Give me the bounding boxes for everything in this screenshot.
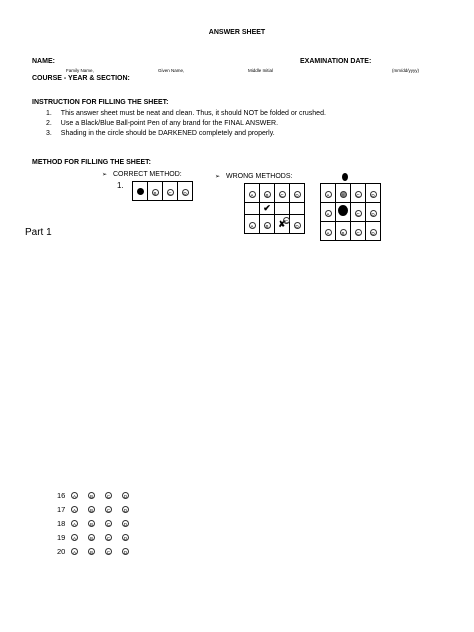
bubble-a: A (326, 193, 330, 198)
correct-method-text: CORRECT METHOD: (112, 171, 182, 178)
choice-a[interactable]: A (72, 536, 76, 541)
page-title: ANSWER SHEET (208, 29, 266, 36)
question-number: 19 (57, 533, 66, 542)
choice-c[interactable]: C (106, 508, 111, 513)
choice-d[interactable]: D (123, 536, 128, 541)
question-row-19 (57, 533, 139, 542)
choice-b[interactable]: B (89, 536, 93, 541)
name-label: NAME: (32, 58, 55, 65)
date-format-caption: (mm/dd/yyyy) (392, 68, 419, 73)
example-number: 1. (117, 181, 124, 190)
smudged-bubble: B (341, 193, 345, 198)
bubble-a: A (250, 193, 254, 198)
instruction-text: This answer sheet must be neat and clean. Thus, it should NOT be folded or crushed. (60, 110, 326, 117)
choice-b[interactable]: B (89, 494, 93, 499)
choice-c[interactable]: C (106, 536, 111, 541)
choice-b[interactable]: B (89, 508, 93, 513)
bubble-d: D (371, 231, 375, 236)
choice-d[interactable]: D (123, 550, 128, 555)
choice-d[interactable]: D (123, 522, 128, 527)
question-number: 20 (57, 547, 66, 556)
bubble-b: B (341, 231, 345, 236)
question-row-17 (57, 505, 139, 514)
bubble-c: C (356, 231, 360, 236)
choice-d[interactable]: D (123, 508, 128, 513)
choice-a[interactable]: A (72, 522, 76, 527)
bubble-a: A (326, 212, 330, 217)
choice-a[interactable]: A (72, 508, 76, 513)
bubble-c: C (356, 212, 360, 217)
question-row-16 (57, 491, 139, 500)
filled-bubble (137, 188, 144, 195)
question-number: 17 (57, 505, 66, 514)
overfilled-bubble (338, 205, 348, 216)
instruction-item-3 (46, 130, 275, 137)
exam-date-label: EXAMINATION DATE: (300, 58, 372, 65)
question-row-20 (57, 547, 139, 556)
question-number: 16 (57, 491, 66, 500)
method-heading: METHOD FOR FILLING THE SHEET: (32, 159, 151, 166)
choice-c[interactable]: C (106, 494, 111, 499)
stray-bubble-c: C (284, 219, 289, 224)
choice-c[interactable]: C (106, 550, 111, 555)
bubble-b: B (265, 193, 269, 198)
instruction-number: 3. (46, 130, 52, 137)
bubble-b: B (153, 191, 157, 196)
question-number: 18 (57, 519, 66, 528)
instruction-text: Use a Black/Blue Ball-point Pen of any brand for the FINAL ANSWER. (60, 120, 279, 127)
bubble-d: D (183, 191, 187, 196)
bubble-a: A (250, 224, 254, 229)
bubble-d: D (295, 193, 299, 198)
instruction-text: Shading in the circle should be DARKENED completely and properly. (60, 130, 275, 137)
choice-b[interactable]: B (89, 550, 93, 555)
correct-method-example (132, 181, 193, 201)
middle-initial-caption: Middle Initial (248, 68, 274, 73)
given-name-caption: Given Name, (158, 68, 185, 73)
bubble-a: A (326, 231, 330, 236)
instruction-item-1 (46, 110, 326, 117)
choice-a[interactable]: A (72, 494, 76, 499)
bubble-d: D (371, 212, 375, 217)
correct-method-label (102, 171, 182, 178)
bubble-d: D (295, 224, 299, 229)
choice-d[interactable]: D (123, 494, 128, 499)
bubble-d: D (371, 193, 375, 198)
instruction-number: 1. (46, 110, 52, 117)
instruction-number: 2. (46, 120, 52, 127)
course-label: COURSE - YEAR & SECTION: (32, 75, 130, 82)
part-label: Part 1 (25, 227, 52, 238)
choice-c[interactable]: C (106, 522, 111, 527)
instructions-heading: INSTRUCTION FOR FILLING THE SHEET: (32, 99, 169, 106)
family-name-caption: Family Name, (66, 68, 94, 73)
x-mark-icon: ✘ (275, 215, 290, 234)
wrong-method-example-1 (244, 183, 305, 234)
arrow-bullet-icon: ➢ (102, 172, 108, 178)
wrong-method-label (215, 173, 292, 180)
bubble-b: B (265, 224, 269, 229)
question-row-18 (57, 519, 139, 528)
instruction-item-2 (46, 120, 278, 127)
bubble-c: C (356, 193, 360, 198)
choice-a[interactable]: A (72, 550, 76, 555)
wrong-method-text: WRONG METHODS: (225, 173, 293, 180)
bubble-c: C (168, 191, 172, 196)
arrow-bullet-icon: ➢ (215, 174, 221, 180)
choice-b[interactable]: B (89, 522, 93, 527)
ink-blot-icon (342, 173, 348, 181)
bubble-c: C (280, 193, 284, 198)
wrong-method-example-2 (320, 183, 381, 241)
check-mark-icon: ✔ (260, 203, 275, 215)
